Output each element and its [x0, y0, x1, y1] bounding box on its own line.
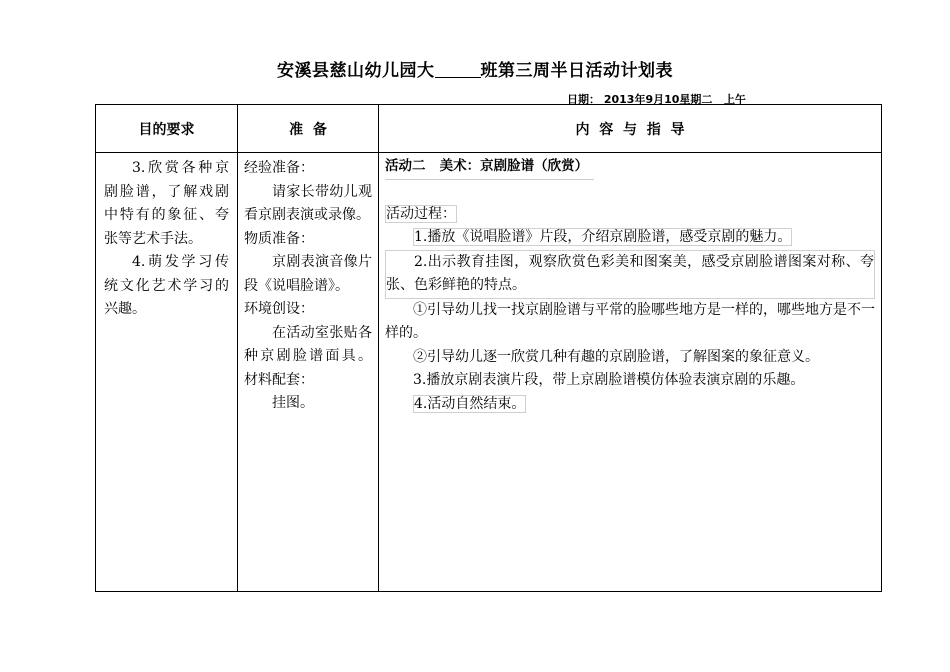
content-cell: [379, 153, 881, 416]
prep-exp-text: 请家长带幼儿观看京剧表演或录像。: [244, 183, 372, 223]
plan-table: [95, 104, 882, 592]
step-item: 2.出示教育挂图，观察欣赏色彩美和图案美，感受京剧脸谱图案对称、夸张、色彩鲜艳的特点。: [385, 250, 875, 299]
title-blank: [435, 61, 481, 78]
step-item: 1.播放《说唱脸谱》片段，介绍京剧脸谱，感受京剧的魅力。: [414, 229, 792, 245]
goals-cell: [96, 153, 237, 322]
prep-exp-label: 经验准备：: [244, 160, 314, 176]
prep-env-text: 在活动室张贴各种京剧脸谱面具。: [244, 324, 372, 364]
prep-env-label: 环境创设：: [244, 301, 314, 317]
prep-mat-label: 物质准备：: [244, 230, 314, 247]
prep-mat-text: 京剧表演音像片段《说唱脸谱》。: [244, 254, 372, 294]
prep-kit-text: 挂图。: [272, 395, 314, 411]
date-year: 2013: [603, 93, 635, 106]
title-part2: 班第三周半日活动计划表: [480, 61, 673, 81]
goal-item: 4.萌发学习传统文化艺术学习的兴趣。: [104, 254, 229, 317]
step-item: ②引导幼儿逐一欣赏几种有趣的京剧脸谱，了解图案的象征意义。: [413, 348, 819, 365]
step-item: 3.播放京剧表演片段，带上京剧脸谱模仿体验表演京剧的乐趣。: [413, 372, 805, 388]
prep-cell: [238, 153, 378, 416]
activity-title: 活动二 美术：京剧脸谱（欣赏）: [385, 155, 594, 180]
date-label: 日期：: [567, 93, 600, 106]
step-item: ①引导幼儿找一找京剧脸谱与平常的脸哪些地方是一样的，哪些地方是不一样的。: [385, 301, 875, 341]
title-part1: 安溪县慈山幼儿园大: [277, 61, 435, 81]
goal-item: 3.欣赏各种京剧脸谱，了解戏剧中特有的象征、夸张等艺术手法。: [104, 160, 229, 247]
header-content: 内 容 与 指 导: [575, 121, 685, 138]
date-period: 上午: [723, 93, 746, 106]
header-goals: 目的要求: [138, 121, 195, 138]
header-prep: 准 备: [289, 121, 327, 138]
date-rest: 年9月10星期二: [634, 93, 713, 106]
process-label: 活动过程：: [386, 205, 456, 222]
prep-kit-label: 材料配套：: [244, 371, 314, 388]
page-title: [0, 56, 950, 81]
step-item: 4.活动自然结束。: [414, 395, 526, 412]
